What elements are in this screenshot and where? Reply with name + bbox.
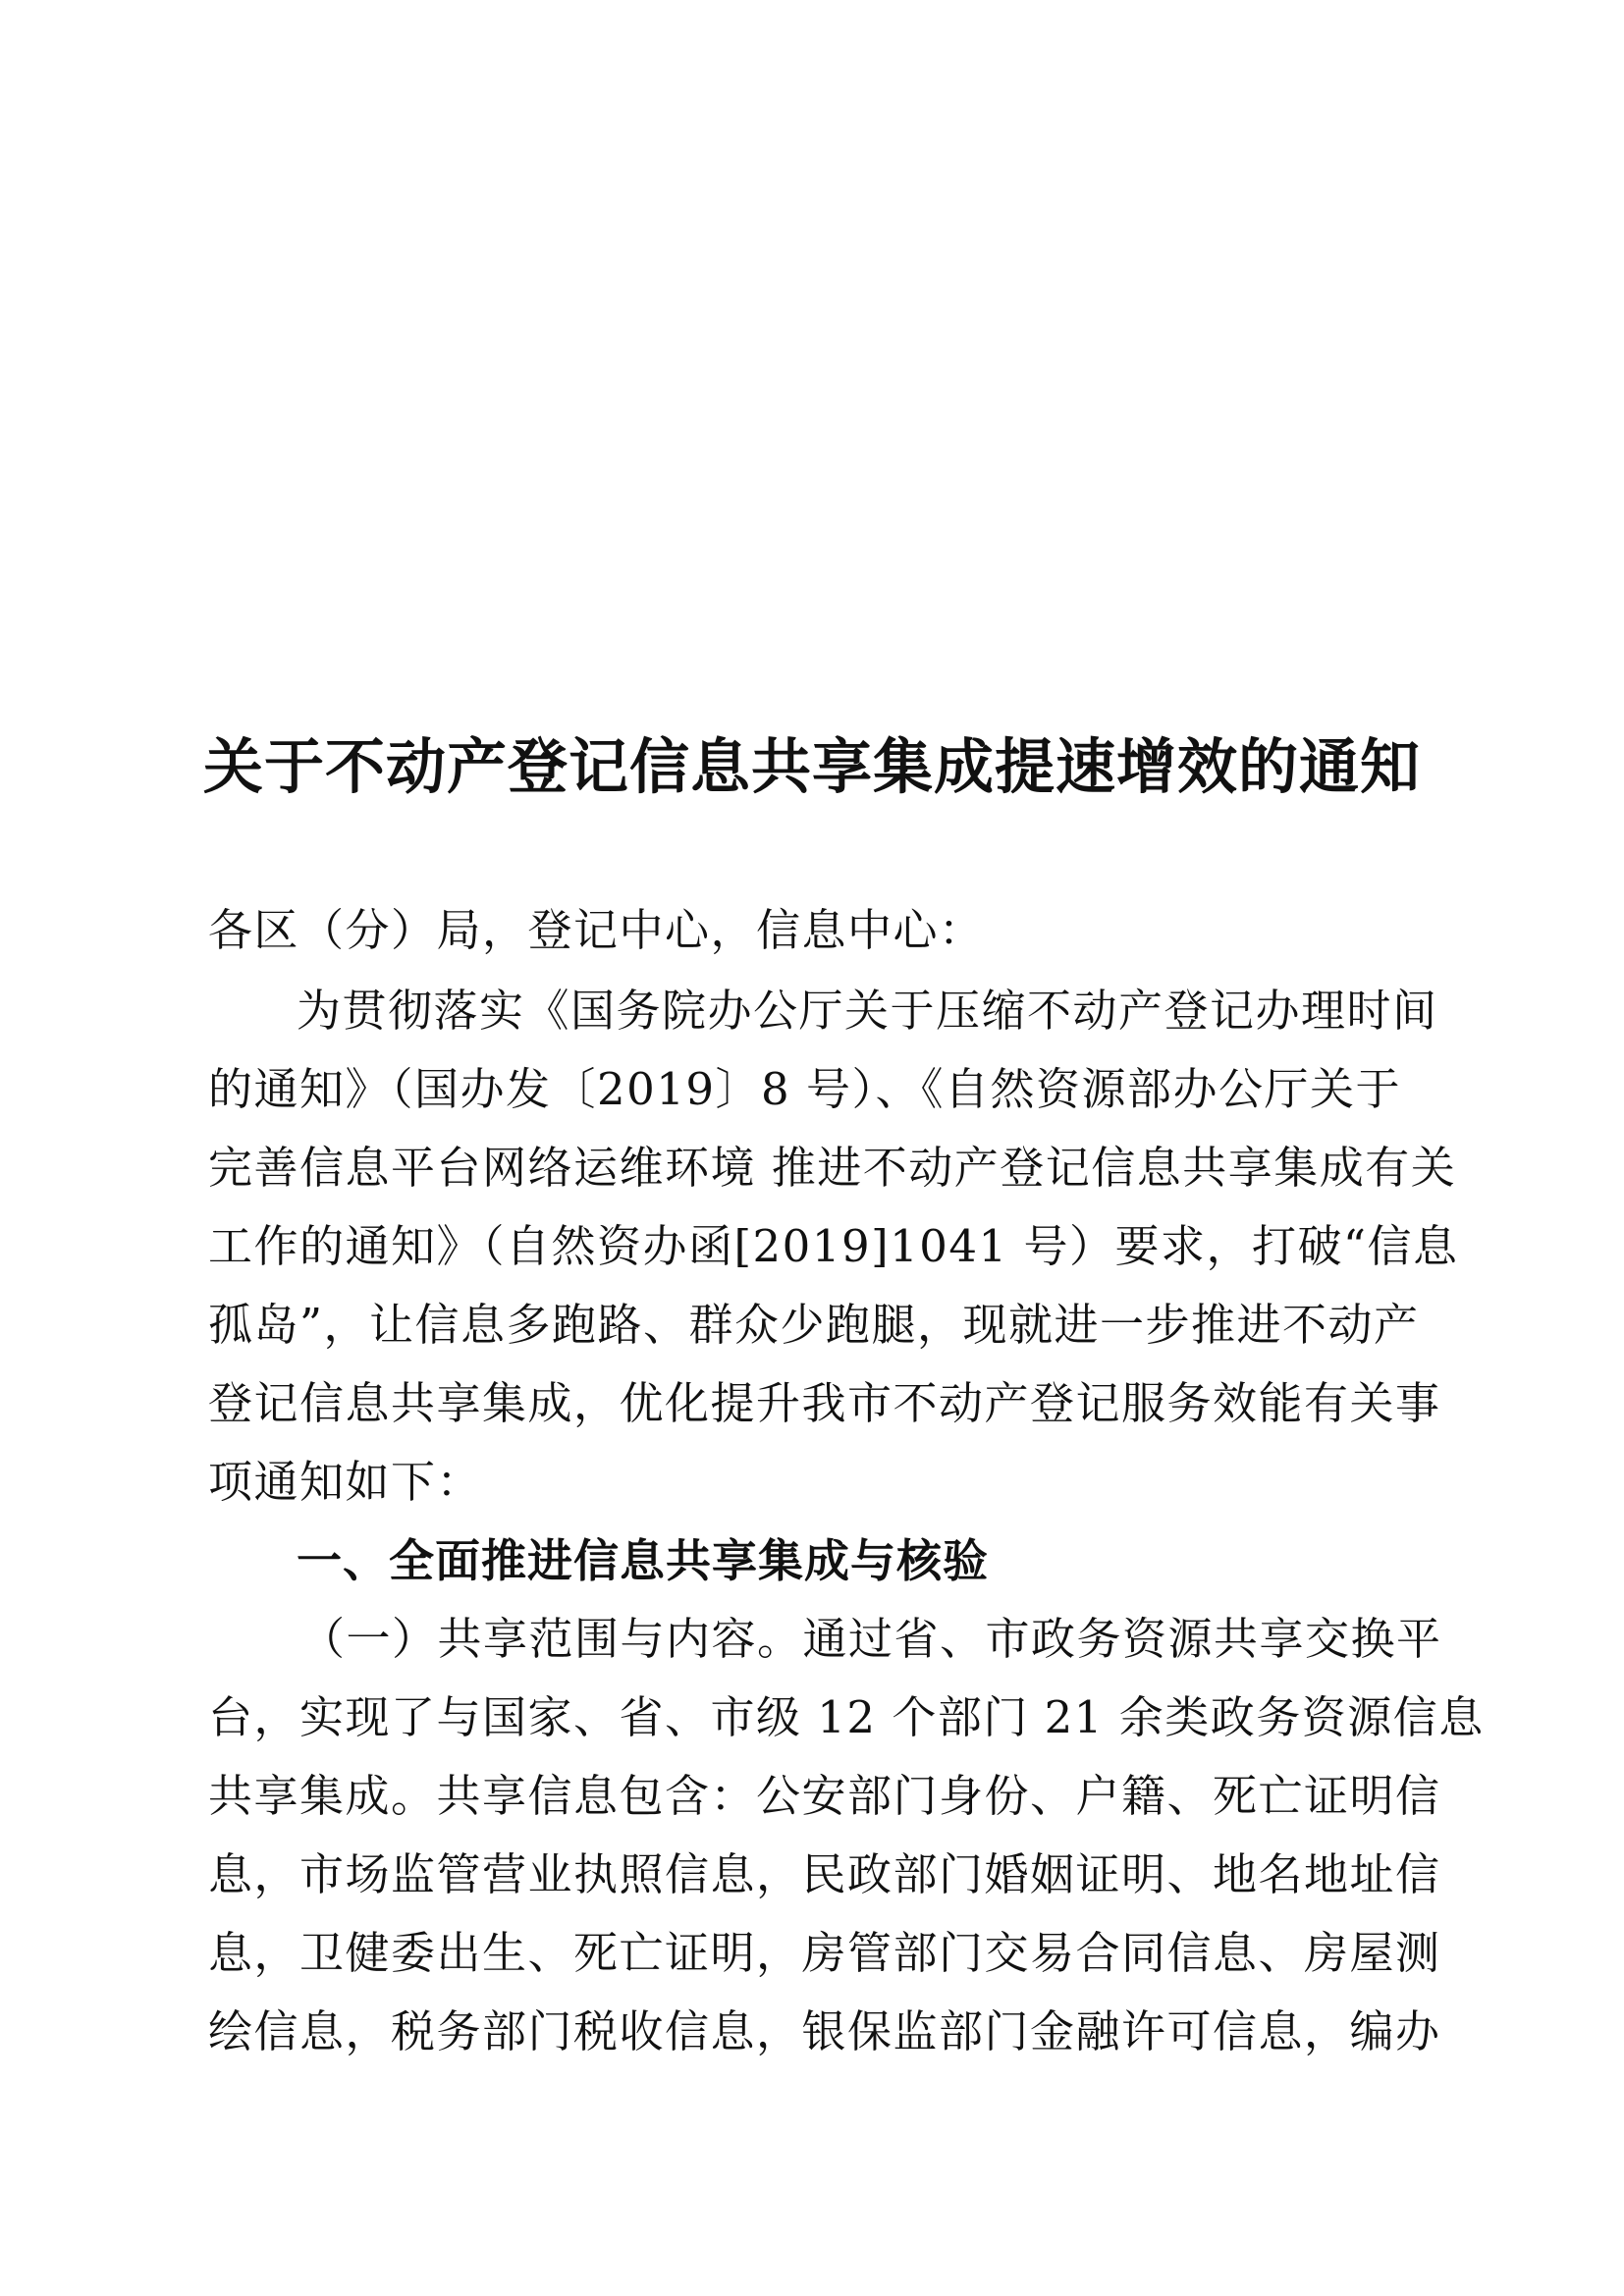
paragraph-line: 台，实现了与国家、省、市级 12 个部门 21 余类政务资源信息: [208, 1691, 1485, 1743]
paragraph-line: 孤岛”，让信息多跑路、群众少跑腿，现就进一步推进不动产: [208, 1299, 1420, 1351]
paragraph-line: 的通知》（国办发〔2019〕8 号）、《自然资源部办公厅关于: [208, 1063, 1401, 1115]
paragraph-line: （一）共享范围与内容。通过省、市政务资源共享交换平: [300, 1613, 1442, 1665]
paragraph-line: 登记信息共享集成，优化提升我市不动产登记服务效能有关事: [208, 1377, 1441, 1429]
paragraph-line: 息，卫健委出生、死亡证明，房管部门交易合同信息、房屋测: [208, 1927, 1441, 1979]
document-title: 关于不动产登记信息共享集成提速增效的通知: [202, 732, 1421, 802]
paragraph-line: 绘信息，税务部门税收信息，银保监部门金融许可信息，编办: [208, 2005, 1441, 2057]
paragraph-line: 为贯彻落实《国务院办公厅关于压缩不动产登记办理时间: [297, 985, 1438, 1037]
paragraph-line: 工作的通知》（自然资办函[2019]1041 号）要求，打破“信息: [208, 1220, 1459, 1272]
paragraph-line: 完善信息平台网络运维环境 推进不动产登记信息共享集成有关: [208, 1142, 1457, 1194]
section-heading: 一、全面推进信息共享集成与核验: [297, 1534, 989, 1587]
paragraph-line: 项通知如下：: [208, 1456, 483, 1508]
paragraph-line: 共享集成。共享信息包含：公安部门身份、户籍、死亡证明信: [208, 1770, 1441, 1822]
salutation: 各区（分）局，登记中心，信息中心：: [208, 904, 985, 956]
paragraph-line: 息，市场监管营业执照信息，民政部门婚姻证明、地名地址信: [208, 1848, 1441, 1900]
